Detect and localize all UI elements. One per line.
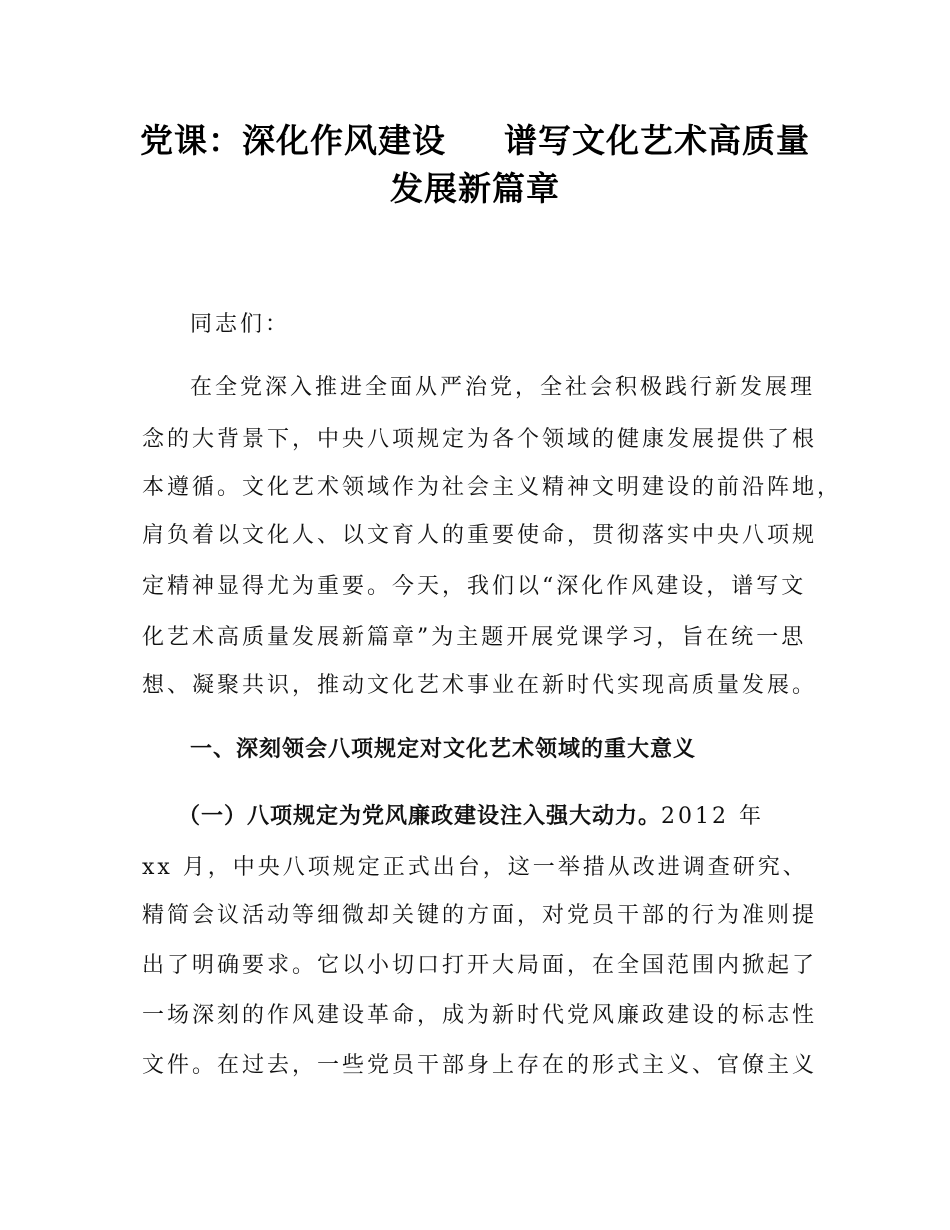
subsection-1-lead: 2012 年 — [661, 804, 764, 829]
paragraph-1-line: 念的大背景下，中央八项规定为各个领域的健康发展提供了根 — [142, 427, 818, 452]
paragraph-1-line: 化艺术高质量发展新篇章”为主题开展党课学习，旨在统一思 — [142, 625, 807, 650]
section-1-heading: 一、深刻领会八项规定对文化艺术领域的重大意义 — [190, 737, 697, 762]
subsection-1-heading: （一）八项规定为党风廉政建设注入强大动力。 — [178, 804, 662, 829]
document-title-line-1 — [100, 117, 850, 165]
paragraph-2-line: 出了明确要求。它以小切口打开大局面，在全国范围内掀起了 — [142, 953, 818, 978]
paragraph-1-line: 定精神显得尤为重要。今天，我们以“深化作风建设，谱写文 — [142, 574, 807, 599]
salutation: 同志们： — [190, 312, 291, 337]
title-part-2: 谱写文化艺术高质量 — [504, 121, 810, 160]
subsection-1-line — [178, 797, 764, 837]
paragraph-1-line: 想、凝聚共识，推动文化艺术事业在新时代实现高质量发展。 — [142, 673, 818, 698]
paragraph-1-line: 肩负着以文化人、以文育人的重要使命，贯彻落实中央八项规 — [142, 523, 818, 548]
paragraph-2-line: xx 月，中央八项规定正式出台，这一举措从改进调查研究、 — [142, 855, 808, 880]
paragraph-2-line: 文件。在过去，一些党员干部身上存在的形式主义、官僚主义 — [142, 1053, 818, 1078]
document-title-line-2: 发展新篇章 — [390, 169, 560, 208]
paragraph-2-line: 精简会议活动等细微却关键的方面，对党员干部的行为准则提 — [142, 903, 818, 928]
paragraph-1-line: 本遵循。文化艺术领域作为社会主义精神文明建设的前沿阵地， — [142, 475, 843, 500]
paragraph-2-line: 一场深刻的作风建设革命，成为新时代党风廉政建设的标志性 — [142, 1003, 818, 1028]
title-part-1: 党课：深化作风建设 — [140, 121, 446, 160]
paragraph-1-line: 在全党深入推进全面从严治党，全社会积极践行新发展理 — [190, 375, 816, 400]
